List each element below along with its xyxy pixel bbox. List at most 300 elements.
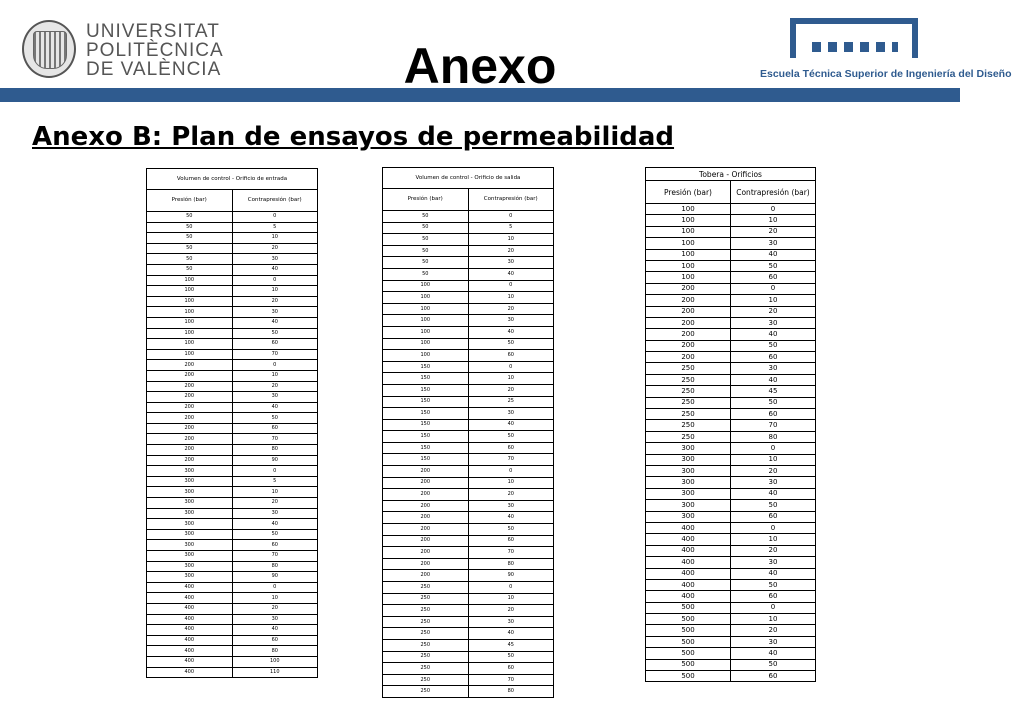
pressure-cell: 200	[147, 402, 233, 413]
table-row	[147, 360, 318, 371]
backpressure-cell: 40	[232, 519, 318, 530]
backpressure-cell: 30	[468, 408, 554, 420]
backpressure-cell: 0	[232, 466, 318, 477]
table-row	[147, 561, 318, 572]
backpressure-cell: 20	[468, 303, 554, 315]
table-row	[383, 686, 554, 698]
pressure-cell: 400	[147, 614, 233, 625]
table-row	[646, 454, 816, 465]
pressure-cell: 50	[383, 211, 469, 223]
backpressure-cell: 5	[468, 222, 554, 234]
pressure-cell: 250	[383, 593, 469, 605]
pressure-cell: 300	[646, 511, 731, 522]
pressure-cell: 250	[383, 605, 469, 617]
table-row	[383, 211, 554, 223]
pressure-cell: 200	[383, 558, 469, 570]
section-title: Anexo B: Plan de ensayos de permeabilidad	[32, 122, 675, 152]
pressure-cell: 200	[147, 392, 233, 403]
backpressure-cell: 40	[468, 628, 554, 640]
university-line-2: POLITÈCNICA	[86, 40, 224, 61]
backpressure-cell: 10	[232, 286, 318, 297]
backpressure-cell: 40	[731, 329, 816, 340]
pressure-cell: 300	[646, 500, 731, 511]
backpressure-cell: 45	[468, 639, 554, 651]
table-row	[147, 455, 318, 466]
pressure-cell: 250	[383, 651, 469, 663]
table-row	[383, 245, 554, 257]
pressure-cell: 200	[147, 370, 233, 381]
table-row	[383, 605, 554, 617]
backpressure-cell: 60	[232, 423, 318, 434]
column-header-backpressure: Contrapresión (bar)	[731, 181, 816, 204]
backpressure-cell: 90	[232, 572, 318, 583]
table-row	[383, 593, 554, 605]
backpressure-cell: 100	[232, 656, 318, 667]
backpressure-cell: 0	[232, 212, 318, 223]
pressure-cell: 50	[147, 212, 233, 223]
pressure-cell: 100	[383, 326, 469, 338]
backpressure-cell: 10	[232, 233, 318, 244]
pressure-cell: 200	[383, 512, 469, 524]
backpressure-cell: 10	[731, 215, 816, 226]
backpressure-cell: 80	[468, 558, 554, 570]
pressure-cell: 300	[147, 540, 233, 551]
pressure-cell: 50	[147, 233, 233, 244]
table-row	[383, 663, 554, 675]
table-row	[646, 477, 816, 488]
table-row	[147, 476, 318, 487]
backpressure-cell: 0	[731, 443, 816, 454]
backpressure-cell: 80	[731, 431, 816, 442]
pressure-cell: 400	[646, 568, 731, 579]
backpressure-cell: 60	[731, 511, 816, 522]
pressure-cell: 200	[646, 295, 731, 306]
pressure-cell: 200	[147, 360, 233, 371]
backpressure-cell: 20	[731, 545, 816, 556]
pressure-cell: 300	[646, 488, 731, 499]
table-row	[646, 204, 816, 215]
backpressure-cell: 30	[468, 257, 554, 269]
table-row	[147, 498, 318, 509]
backpressure-cell: 40	[232, 625, 318, 636]
table-row	[646, 659, 816, 670]
table-row	[646, 420, 816, 431]
table-row	[383, 222, 554, 234]
pressure-cell: 300	[646, 454, 731, 465]
backpressure-cell: 20	[468, 245, 554, 257]
table-caption: Tobera - Orificios	[646, 168, 816, 181]
table-row	[646, 534, 816, 545]
backpressure-cell: 60	[731, 671, 816, 682]
upv-logo	[22, 20, 224, 82]
table-row	[147, 466, 318, 477]
table-row	[383, 512, 554, 524]
backpressure-cell: 10	[468, 373, 554, 385]
backpressure-cell: 20	[731, 465, 816, 476]
table-row	[646, 283, 816, 294]
backpressure-cell: 50	[468, 431, 554, 443]
table-row	[147, 445, 318, 456]
pressure-cell: 300	[147, 498, 233, 509]
university-name	[86, 22, 224, 79]
pressure-cell: 250	[383, 582, 469, 594]
pressure-cell: 100	[147, 349, 233, 360]
backpressure-cell: 60	[468, 350, 554, 362]
pressure-cell: 200	[383, 500, 469, 512]
backpressure-cell: 30	[232, 392, 318, 403]
backpressure-cell: 20	[232, 243, 318, 254]
pressure-cell: 250	[383, 639, 469, 651]
table-row	[383, 558, 554, 570]
backpressure-cell: 50	[232, 328, 318, 339]
pressure-cell: 400	[147, 656, 233, 667]
table-row	[383, 639, 554, 651]
backpressure-cell: 60	[232, 540, 318, 551]
table-row	[147, 508, 318, 519]
pressure-cell: 50	[147, 243, 233, 254]
backpressure-cell: 40	[468, 512, 554, 524]
backpressure-cell: 40	[731, 374, 816, 385]
backpressure-cell: 60	[468, 663, 554, 675]
table-caption: Volumen de control - Orificio de salida	[383, 168, 554, 189]
pressure-cell: 100	[646, 226, 731, 237]
column-header-backpressure: Contrapresión (bar)	[468, 189, 554, 211]
backpressure-cell: 10	[468, 477, 554, 489]
pressure-cell: 400	[147, 646, 233, 657]
table-row	[646, 340, 816, 351]
backpressure-cell: 90	[468, 570, 554, 582]
university-line-3: DE VALÈNCIA	[86, 59, 222, 80]
table-row	[383, 384, 554, 396]
backpressure-cell: 40	[468, 419, 554, 431]
pressure-cell: 100	[147, 296, 233, 307]
table-row	[383, 315, 554, 327]
backpressure-cell: 5	[232, 476, 318, 487]
pressure-cell: 200	[383, 466, 469, 478]
pressure-cell: 50	[383, 245, 469, 257]
pressure-cell: 100	[383, 280, 469, 292]
table-row	[646, 215, 816, 226]
backpressure-cell: 0	[232, 360, 318, 371]
table-row	[646, 557, 816, 568]
pressure-cell: 400	[646, 534, 731, 545]
pressure-cell: 400	[646, 591, 731, 602]
backpressure-cell: 10	[468, 234, 554, 246]
table-row	[147, 582, 318, 593]
table-row	[646, 511, 816, 522]
school-name: Escuela Técnica Superior de Ingeniería del Diseño	[760, 68, 1012, 80]
backpressure-cell: 90	[232, 455, 318, 466]
table-row	[147, 392, 318, 403]
backpressure-cell: 10	[731, 295, 816, 306]
table-row	[147, 423, 318, 434]
table-row	[383, 524, 554, 536]
table-row	[147, 222, 318, 233]
backpressure-cell: 10	[731, 614, 816, 625]
backpressure-cell: 30	[468, 315, 554, 327]
column-header-pressure: Presión (bar)	[646, 181, 731, 204]
pressure-cell: 100	[383, 338, 469, 350]
pressure-cell: 250	[383, 616, 469, 628]
table-row	[646, 465, 816, 476]
pressure-cell: 300	[147, 551, 233, 562]
table-row	[383, 408, 554, 420]
backpressure-cell: 30	[232, 307, 318, 318]
pressure-cell: 400	[147, 603, 233, 614]
backpressure-cell: 0	[731, 522, 816, 533]
backpressure-cell: 0	[468, 582, 554, 594]
table-row	[147, 519, 318, 530]
table-row	[646, 249, 816, 260]
pressure-cell: 300	[646, 443, 731, 454]
backpressure-cell: 30	[232, 508, 318, 519]
backpressure-cell: 0	[232, 275, 318, 286]
backpressure-cell: 10	[232, 487, 318, 498]
pressure-cell: 500	[646, 625, 731, 636]
pressure-cell: 50	[383, 268, 469, 280]
backpressure-cell: 70	[468, 547, 554, 559]
backpressure-cell: 0	[468, 211, 554, 223]
table-row	[383, 500, 554, 512]
backpressure-cell: 10	[232, 593, 318, 604]
backpressure-cell: 40	[468, 268, 554, 280]
backpressure-cell: 60	[731, 272, 816, 283]
pressure-cell: 500	[646, 636, 731, 647]
pressure-cell: 100	[646, 215, 731, 226]
pressure-cell: 100	[383, 292, 469, 304]
table-row	[383, 268, 554, 280]
pressure-cell: 250	[646, 420, 731, 431]
pressure-cell: 400	[147, 582, 233, 593]
table-row	[383, 234, 554, 246]
backpressure-cell: 10	[232, 370, 318, 381]
pressure-cell: 100	[646, 260, 731, 271]
table-row	[646, 579, 816, 590]
pressure-cell: 500	[646, 648, 731, 659]
table-row	[646, 226, 816, 237]
backpressure-cell: 40	[731, 488, 816, 499]
pressure-cell: 150	[383, 384, 469, 396]
table-row	[147, 434, 318, 445]
table-row	[646, 260, 816, 271]
table-row	[646, 591, 816, 602]
backpressure-cell: 70	[232, 551, 318, 562]
backpressure-cell: 0	[468, 361, 554, 373]
backpressure-cell: 0	[468, 466, 554, 478]
table-row	[147, 551, 318, 562]
pressure-cell: 200	[646, 352, 731, 363]
table-row	[383, 535, 554, 547]
table-row	[646, 602, 816, 613]
table-row	[147, 339, 318, 350]
table-row	[646, 648, 816, 659]
backpressure-cell: 60	[731, 409, 816, 420]
test-plan-table-outlet	[382, 167, 554, 698]
backpressure-cell: 50	[468, 524, 554, 536]
table-row	[147, 413, 318, 424]
pressure-cell: 100	[147, 307, 233, 318]
table-row	[147, 603, 318, 614]
pressure-cell: 150	[383, 431, 469, 443]
pressure-cell: 500	[646, 671, 731, 682]
pressure-cell: 200	[646, 329, 731, 340]
table-caption: Volumen de control - Orificio de entrada	[147, 169, 318, 190]
table-row	[147, 593, 318, 604]
backpressure-cell: 30	[731, 238, 816, 249]
pressure-cell: 100	[646, 238, 731, 249]
table-row	[646, 443, 816, 454]
university-seal-icon	[22, 20, 76, 78]
pressure-cell: 400	[147, 635, 233, 646]
pressure-cell: 300	[147, 529, 233, 540]
pressure-cell: 500	[646, 659, 731, 670]
table-row	[646, 317, 816, 328]
table-row	[147, 286, 318, 297]
table-row	[147, 243, 318, 254]
pressure-cell: 100	[147, 286, 233, 297]
pressure-cell: 300	[147, 508, 233, 519]
backpressure-cell: 20	[468, 605, 554, 617]
table-row	[383, 466, 554, 478]
pressure-cell: 200	[383, 547, 469, 559]
backpressure-cell: 70	[468, 454, 554, 466]
backpressure-cell: 30	[731, 557, 816, 568]
school-logo	[760, 18, 1012, 90]
table-row	[147, 635, 318, 646]
pressure-cell: 400	[646, 545, 731, 556]
table-row	[646, 488, 816, 499]
backpressure-cell: 10	[731, 534, 816, 545]
pressure-cell: 250	[383, 686, 469, 698]
backpressure-cell: 40	[232, 317, 318, 328]
column-header-backpressure: Contrapresión (bar)	[232, 190, 318, 212]
pressure-cell: 150	[383, 419, 469, 431]
backpressure-cell: 10	[731, 454, 816, 465]
pressure-cell: 100	[383, 315, 469, 327]
backpressure-cell: 40	[468, 326, 554, 338]
pressure-cell: 100	[147, 317, 233, 328]
pressure-cell: 100	[646, 249, 731, 260]
backpressure-cell: 5	[232, 222, 318, 233]
backpressure-cell: 50	[468, 651, 554, 663]
table-row	[383, 442, 554, 454]
backpressure-cell: 30	[468, 500, 554, 512]
table-row	[383, 396, 554, 408]
pressure-cell: 100	[383, 303, 469, 315]
backpressure-cell: 45	[731, 386, 816, 397]
backpressure-cell: 80	[232, 646, 318, 657]
backpressure-cell: 50	[468, 338, 554, 350]
pressure-cell: 100	[646, 272, 731, 283]
backpressure-cell: 50	[731, 500, 816, 511]
table-row	[383, 326, 554, 338]
backpressure-cell: 50	[731, 659, 816, 670]
table-row	[383, 547, 554, 559]
table-row	[383, 431, 554, 443]
backpressure-cell: 50	[731, 260, 816, 271]
table-row	[646, 374, 816, 385]
backpressure-cell: 20	[232, 498, 318, 509]
pressure-cell: 250	[646, 431, 731, 442]
pressure-cell: 150	[383, 373, 469, 385]
table-row	[147, 254, 318, 265]
backpressure-cell: 50	[232, 413, 318, 424]
pressure-cell: 300	[646, 477, 731, 488]
pressure-cell: 200	[147, 413, 233, 424]
backpressure-cell: 50	[731, 579, 816, 590]
backpressure-cell: 50	[731, 397, 816, 408]
column-header-pressure: Presión (bar)	[147, 190, 233, 212]
backpressure-cell: 20	[232, 296, 318, 307]
pressure-cell: 200	[383, 524, 469, 536]
backpressure-cell: 80	[232, 561, 318, 572]
backpressure-cell: 110	[232, 667, 318, 678]
pressure-cell: 400	[646, 522, 731, 533]
table-row	[383, 674, 554, 686]
pressure-cell: 50	[383, 257, 469, 269]
pressure-cell: 150	[383, 396, 469, 408]
school-emblem-icon	[790, 18, 918, 58]
test-plan-table-inlet	[146, 168, 318, 678]
pressure-cell: 50	[147, 222, 233, 233]
table-row	[383, 489, 554, 501]
backpressure-cell: 0	[232, 582, 318, 593]
table-row	[147, 307, 318, 318]
pressure-cell: 200	[646, 340, 731, 351]
backpressure-cell: 0	[468, 280, 554, 292]
backpressure-cell: 30	[468, 616, 554, 628]
backpressure-cell: 10	[468, 593, 554, 605]
pressure-cell: 200	[147, 381, 233, 392]
backpressure-cell: 60	[232, 339, 318, 350]
backpressure-cell: 0	[731, 283, 816, 294]
backpressure-cell: 60	[468, 442, 554, 454]
pressure-cell: 100	[147, 339, 233, 350]
backpressure-cell: 80	[468, 686, 554, 698]
pressure-cell: 50	[383, 222, 469, 234]
pressure-cell: 100	[646, 204, 731, 215]
pressure-cell: 400	[646, 579, 731, 590]
table-row	[646, 295, 816, 306]
backpressure-cell: 60	[731, 591, 816, 602]
pressure-cell: 400	[646, 557, 731, 568]
pressure-cell: 200	[646, 283, 731, 294]
pressure-cell: 200	[147, 455, 233, 466]
table-row	[646, 636, 816, 647]
pressure-cell: 200	[147, 434, 233, 445]
table-row	[646, 500, 816, 511]
backpressure-cell: 20	[731, 625, 816, 636]
table-row	[147, 381, 318, 392]
backpressure-cell: 80	[232, 445, 318, 456]
table-row	[147, 614, 318, 625]
table-row	[646, 409, 816, 420]
pressure-cell: 250	[383, 674, 469, 686]
table-row	[383, 419, 554, 431]
table-row	[646, 272, 816, 283]
backpressure-cell: 70	[468, 674, 554, 686]
table-row	[646, 431, 816, 442]
table-row	[147, 625, 318, 636]
backpressure-cell: 30	[232, 614, 318, 625]
table-row	[147, 370, 318, 381]
table-row	[147, 264, 318, 275]
backpressure-cell: 20	[232, 381, 318, 392]
pressure-cell: 300	[147, 476, 233, 487]
backpressure-cell: 40	[232, 264, 318, 275]
pressure-cell: 250	[383, 663, 469, 675]
table-row	[383, 361, 554, 373]
